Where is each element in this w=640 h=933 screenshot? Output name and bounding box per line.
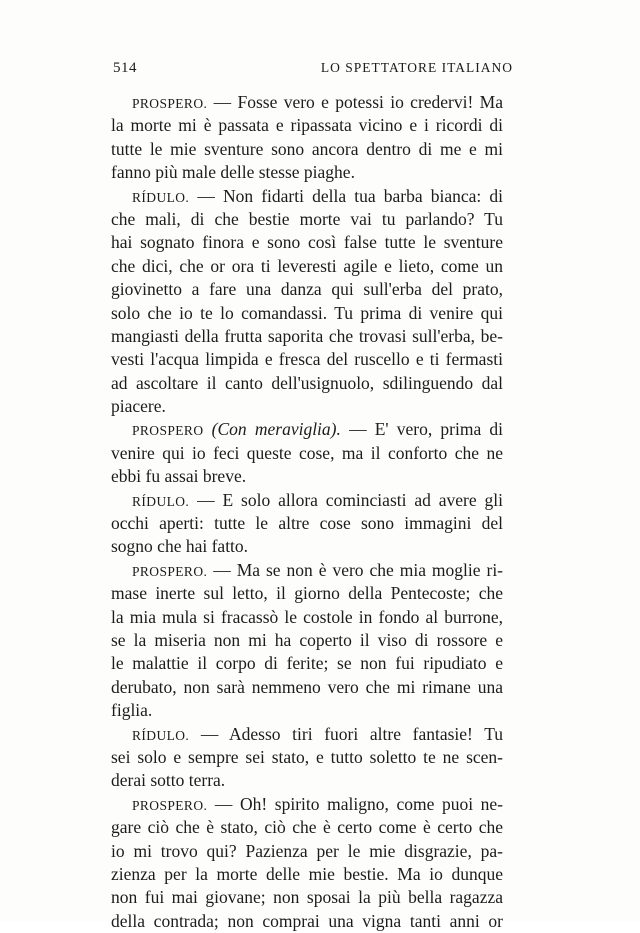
text-line: PROSPERO. — Ma se non è vero che mia moglie ri- <box>132 559 503 580</box>
speaker-name: PROSPERO. <box>132 96 208 111</box>
running-title: LO SPETTATORE ITALIANO <box>320 60 513 75</box>
speaker-name: PROSPERO. <box>132 563 208 579</box>
text-line: derai sotto terra. <box>111 770 226 791</box>
text-line: sei solo e sempre sei stato, e tutto soletto te ne scen- <box>111 746 503 767</box>
text-line: venire qui io feci queste cose, ma il conforto che ne <box>111 442 503 463</box>
text-line: derubato, non sarà nemmeno vero che mi rimane una <box>111 676 503 697</box>
dialogue-text <box>111 91 503 933</box>
text-line: mase inerte sul letto, il giorno della Pentecoste; che <box>111 583 503 604</box>
text-line: PROSPERO. — Fosse vero e potessi io credervi! Ma <box>132 92 503 112</box>
text-line: che dici, che or ora ti leveresti agile e lieto, come un <box>111 255 503 276</box>
text-line: giovinetto a fare una danza qui sull'erba del prato, <box>111 279 503 300</box>
text-line: figlia. <box>111 700 153 721</box>
text-line: zienza per la morte delle mie bestie. Ma io dunque <box>111 863 503 884</box>
stage-direction: (Con meraviglia). <box>211 419 341 440</box>
text-line: piacere. <box>111 396 166 417</box>
text-line: occhi aperti: tutte le altre cose sono immagini del <box>111 513 503 534</box>
speaker-name: PROSPERO <box>132 423 204 439</box>
text-line: se la miseria non mi ha coperto il viso di rossore e <box>111 629 503 650</box>
text-line: vesti l'acqua limpida e fresca del ruscello e ti fermasti <box>111 349 503 370</box>
text-line: ad ascoltare il canto dell'usignuolo, sdilinguendo dal <box>111 372 503 393</box>
text-line: la morte mi è passata e ripassata vicino e i ricordi di <box>111 115 503 136</box>
text-line: io mi trovo qui? Pazienza per le mie disgrazie, pa- <box>111 840 503 861</box>
text-line: della contrada; non comprai una vigna tanti anni or <box>111 910 503 931</box>
page-number: 514 <box>113 60 137 76</box>
text-line: ebbi fu assai breve. <box>111 466 247 487</box>
text-line: sogno che hai fatto. <box>111 536 249 557</box>
text-line: PROSPERO (Con meraviglia). — E' vero, prima di <box>132 419 503 440</box>
text-line: RÍDULO. — E solo allora cominciasti ad avere gli <box>132 489 503 510</box>
text-line: tutte le mie sventure sono ancora dentro di me e mi <box>111 138 503 159</box>
page-header <box>113 60 513 84</box>
text-line: non fui mai giovane; non sposai la più bella ragazza <box>111 887 503 908</box>
text-line: PROSPERO. — Oh! spirito maligno, come puoi ne- <box>132 793 503 814</box>
text-line: RÍDULO. — Adesso tiri fuori altre fantasie! Tu <box>132 723 503 744</box>
text-line: mangiasti della frutta saporita che trovasi sull'erba, be- <box>111 325 503 346</box>
text-line: gare ciò che è stato, ciò che è certo come è certo che <box>111 817 503 838</box>
speaker-name: RÍDULO. <box>132 727 190 743</box>
text-line: hai sognato finora e sono così false tutte le sventure <box>111 232 503 253</box>
speaker-name: PROSPERO. <box>132 797 208 813</box>
text-line: che mali, di che bestie morte vai tu parlando? Tu <box>111 208 503 229</box>
speaker-name: RÍDULO. <box>132 493 190 509</box>
text-line: RÍDULO. — Non fidarti della tua barba bianca: di <box>132 185 503 206</box>
text-line: la mia mula si fracassò le costole in fondo al burrone, <box>111 606 503 627</box>
text-line: solo che io te lo comandassi. Tu prima di venire qui <box>111 302 503 323</box>
speaker-name: RÍDULO. <box>132 189 190 205</box>
text-line: le malattie il corpo di ferite; se non fui ripudiato e <box>111 653 503 674</box>
text-line: fanno più male delle stesse piaghe. <box>111 162 355 183</box>
